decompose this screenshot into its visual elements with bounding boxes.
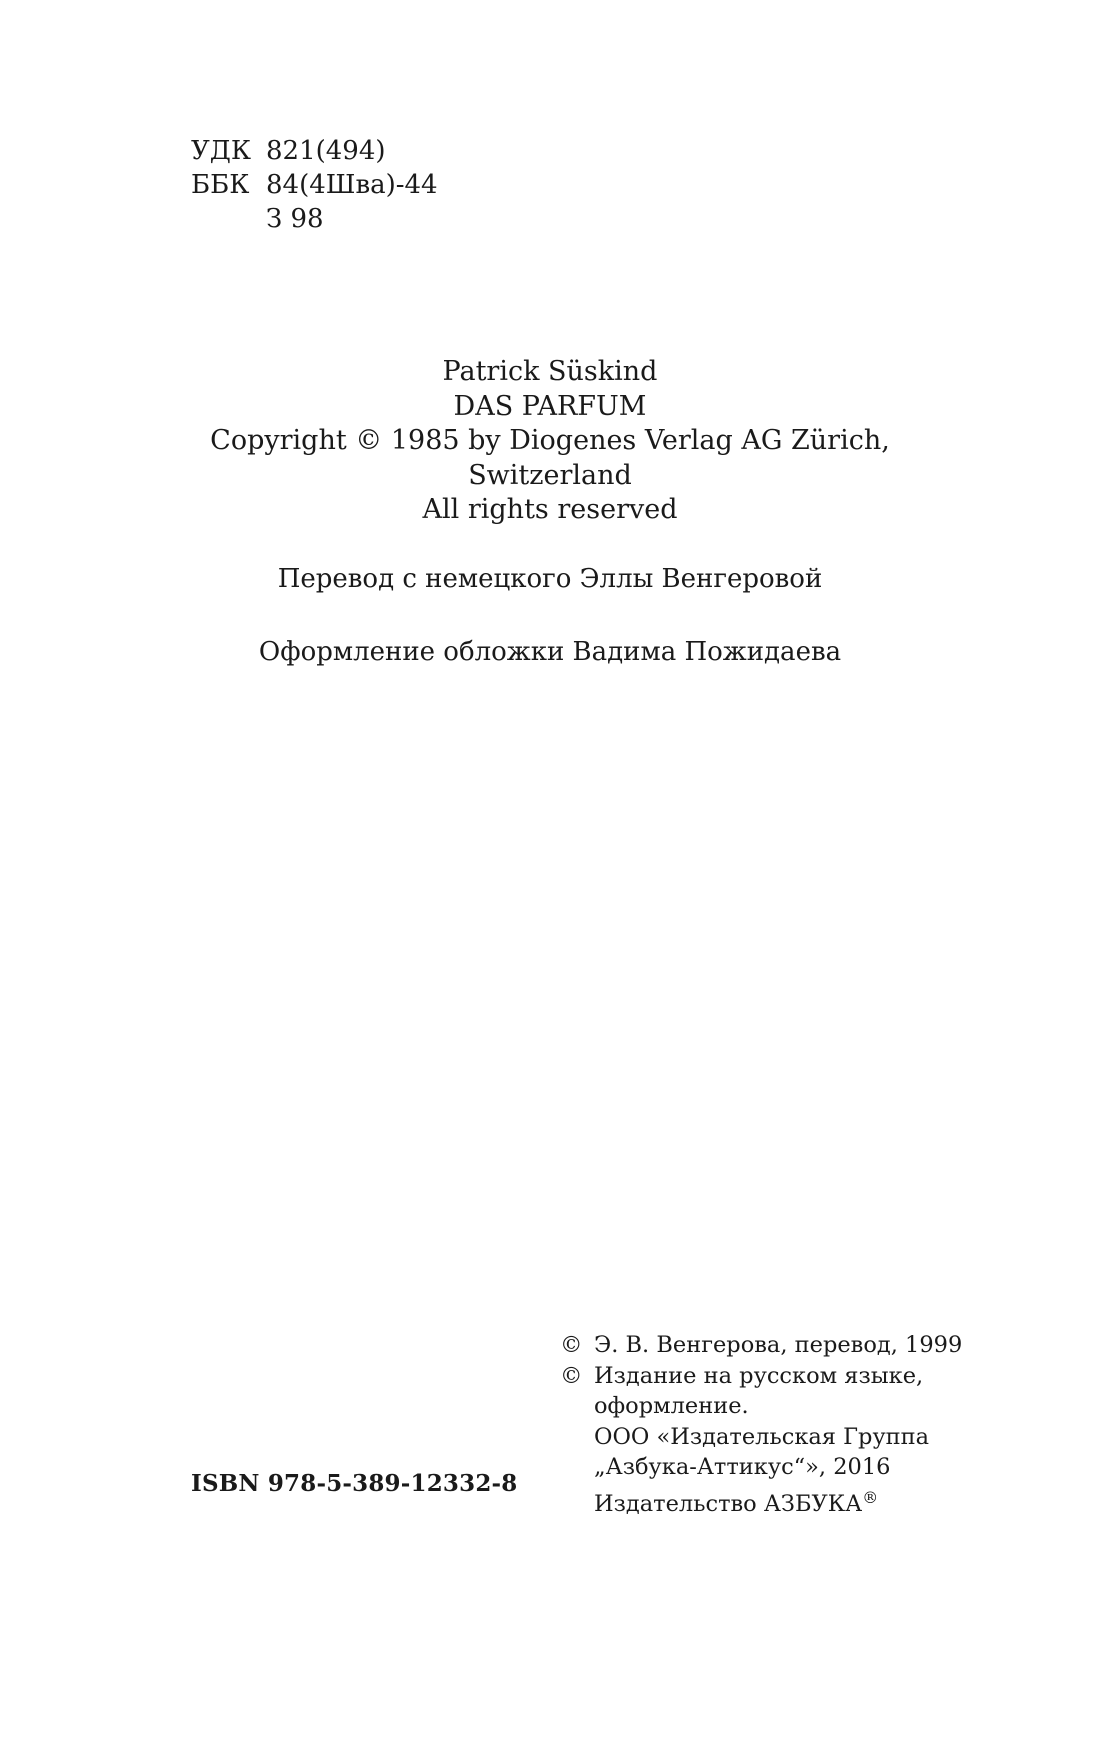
note-line: ООО «Издательская Группа <box>594 1423 930 1450</box>
registered-mark: ® <box>862 1487 879 1507</box>
udk-label: УДК <box>191 136 252 166</box>
copyright-line-1: Copyright © 1985 by Diogenes Verlag AG Zürich, <box>210 425 890 456</box>
note-line: Э. В. Венгерова, перевод, 1999 <box>594 1332 963 1358</box>
copyright-line-2: Switzerland <box>468 459 632 491</box>
copyright-note-translation <box>560 1330 962 1361</box>
original-author: Patrick Süskind <box>442 356 658 387</box>
udk-row <box>191 134 438 168</box>
copyright-notes <box>560 1330 962 1519</box>
cover-design-credit: Оформление обложки Вадима Пожидаева <box>258 637 842 667</box>
original-title: DAS PARFUM <box>453 390 647 422</box>
copyright-note-edition <box>560 1361 962 1520</box>
classification-block <box>191 134 438 236</box>
author-mark-row <box>191 202 438 236</box>
bbk-value: 84(4Шва)-44 <box>266 170 438 200</box>
udk-value: 821(494) <box>266 136 386 166</box>
translation-credit: Перевод с немецкого Эллы Венгеровой <box>277 564 823 594</box>
original-copyright-block <box>0 355 1100 528</box>
copyright-symbol: © <box>560 1362 583 1389</box>
author-mark: З 98 <box>266 204 324 234</box>
bbk-row <box>191 168 438 202</box>
publisher-line <box>594 1483 929 1520</box>
rights-reserved: All rights reserved <box>422 494 678 525</box>
bbk-label: ББК <box>191 170 250 200</box>
note-line: оформление. <box>594 1393 749 1419</box>
note-line: Издание на русском языке, <box>594 1362 924 1389</box>
isbn: ISBN 978-5-389-12332-8 <box>191 1470 518 1497</box>
copyright-symbol: © <box>560 1332 583 1358</box>
publisher-name: Издательство АЗБУКА <box>594 1490 863 1517</box>
note-line: „Азбука-Аттикус“», 2016 <box>594 1454 891 1480</box>
